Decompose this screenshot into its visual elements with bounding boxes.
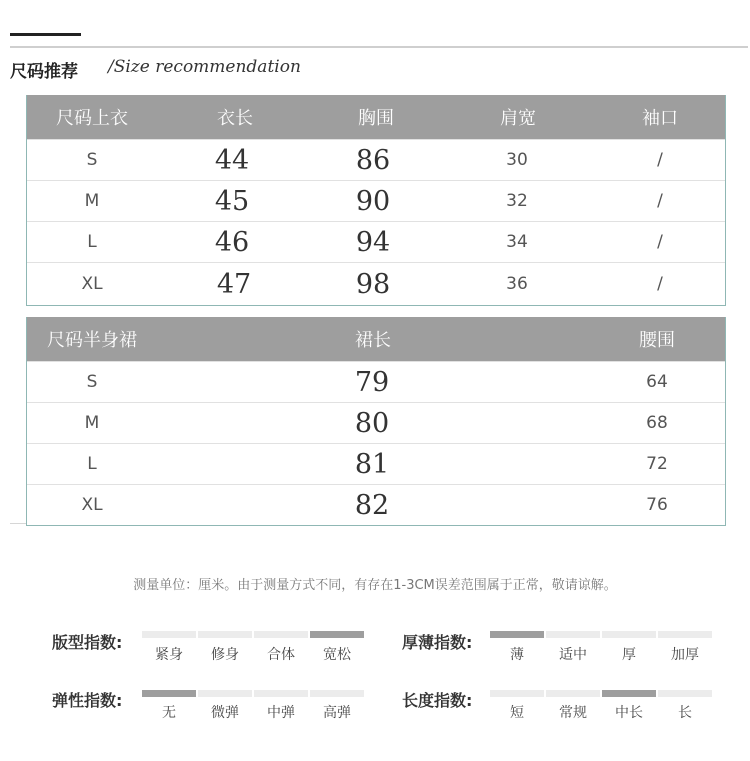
header-accent-line xyxy=(10,33,81,36)
top-table-header xyxy=(27,95,725,139)
cuff-cell: / xyxy=(657,274,663,294)
length-option: 短 xyxy=(510,705,524,721)
fit-index-bar xyxy=(198,631,252,638)
thickness-index-bar xyxy=(658,631,712,638)
elasticity-index-bar xyxy=(142,690,196,697)
shoulder-cell: 32 xyxy=(506,191,528,211)
measurement-note: 测量单位：厘米。由于测量方式不同，有存在1-3CM误差范围属于正常，敬请谅解。 xyxy=(133,578,617,593)
thickness-option: 厚 xyxy=(622,647,636,663)
size-cell: L xyxy=(87,232,97,252)
waist-cell: 68 xyxy=(646,413,668,433)
chest-cell: 98 xyxy=(355,268,391,300)
page-subtitle: /Size recommendation xyxy=(108,57,301,77)
cuff-cell: / xyxy=(657,191,663,211)
elasticity-option: 中弹 xyxy=(267,705,295,721)
table-row xyxy=(27,484,725,525)
waist-cell: 76 xyxy=(646,495,668,515)
size-cell: S xyxy=(86,372,98,392)
thickness-index-bar xyxy=(602,631,656,638)
size-cell: L xyxy=(87,454,97,474)
fit-index-bar xyxy=(142,631,196,638)
size-cell: XL xyxy=(81,274,103,294)
skirt-length-cell: 82 xyxy=(354,489,390,521)
length-cell: 46 xyxy=(214,226,250,258)
shoulder-cell: 30 xyxy=(506,150,528,170)
fit-option: 合体 xyxy=(267,647,295,663)
header-cell-cuff: 袖口 xyxy=(642,108,678,129)
fit-option: 修身 xyxy=(211,647,239,663)
shoulder-cell: 36 xyxy=(506,274,528,294)
header-cell-length: 衣长 xyxy=(217,108,253,129)
table-row xyxy=(27,402,725,443)
header-divider xyxy=(10,46,748,48)
thickness-option: 加厚 xyxy=(671,647,699,663)
chest-cell: 94 xyxy=(355,226,391,258)
header-cell-size: 尺码上衣 xyxy=(56,108,128,129)
thickness-index-bar xyxy=(546,631,600,638)
header-cell-chest: 胸围 xyxy=(358,108,394,129)
length-cell: 45 xyxy=(214,185,250,217)
elasticity-index-label: 弹性指数: xyxy=(52,691,123,710)
length-option: 中长 xyxy=(615,705,643,721)
elasticity-option: 微弹 xyxy=(211,705,239,721)
table-row xyxy=(27,262,725,305)
table-row xyxy=(27,180,725,221)
length-option: 常规 xyxy=(559,705,587,721)
cuff-cell: / xyxy=(657,232,663,252)
fit-option: 宽松 xyxy=(323,647,351,663)
side-divider xyxy=(10,523,26,524)
thickness-index-label: 厚薄指数: xyxy=(402,633,473,652)
header-cell-waist: 腰围 xyxy=(639,330,675,351)
elasticity-index-bar xyxy=(198,690,252,697)
length-cell: 47 xyxy=(216,268,252,300)
size-cell: XL xyxy=(81,495,103,515)
header-cell-size: 尺码半身裙 xyxy=(47,330,137,351)
waist-cell: 64 xyxy=(646,372,668,392)
cuff-cell: / xyxy=(657,150,663,170)
header-cell-skirt-length: 裙长 xyxy=(355,330,391,351)
length-index-bar xyxy=(658,690,712,697)
chest-cell: 90 xyxy=(355,185,391,217)
skirt-length-cell: 81 xyxy=(354,448,390,480)
table-row xyxy=(27,139,725,180)
length-index-bar xyxy=(490,690,544,697)
shoulder-cell: 34 xyxy=(506,232,528,252)
elasticity-option: 高弹 xyxy=(323,705,351,721)
table-row xyxy=(27,221,725,262)
length-index-bar xyxy=(546,690,600,697)
thickness-index-bar xyxy=(490,631,544,638)
table-row xyxy=(27,443,725,484)
length-option: 长 xyxy=(678,705,692,721)
skirt-size-table xyxy=(26,317,726,526)
size-cell: S xyxy=(86,150,98,170)
fit-index-bar xyxy=(310,631,364,638)
fit-option: 紧身 xyxy=(155,647,183,663)
top-size-table xyxy=(26,95,726,306)
elasticity-index-bar xyxy=(310,690,364,697)
skirt-table-header xyxy=(27,317,725,361)
size-cell: M xyxy=(84,413,100,433)
skirt-length-cell: 80 xyxy=(354,407,390,439)
elasticity-index-bar xyxy=(254,690,308,697)
skirt-length-cell: 79 xyxy=(354,366,390,398)
header-cell-shoulder: 肩宽 xyxy=(500,108,536,129)
chest-cell: 86 xyxy=(355,144,391,176)
fit-index-bar xyxy=(254,631,308,638)
thickness-option: 薄 xyxy=(510,647,524,663)
elasticity-option: 无 xyxy=(162,705,176,721)
length-index-bar xyxy=(602,690,656,697)
page-title: 尺码推荐 xyxy=(10,62,78,82)
thickness-option: 适中 xyxy=(559,647,587,663)
length-index-label: 长度指数: xyxy=(402,691,473,710)
table-row xyxy=(27,361,725,402)
length-cell: 44 xyxy=(214,144,250,176)
fit-index-label: 版型指数: xyxy=(52,633,123,652)
size-cell: M xyxy=(84,191,100,211)
waist-cell: 72 xyxy=(646,454,668,474)
